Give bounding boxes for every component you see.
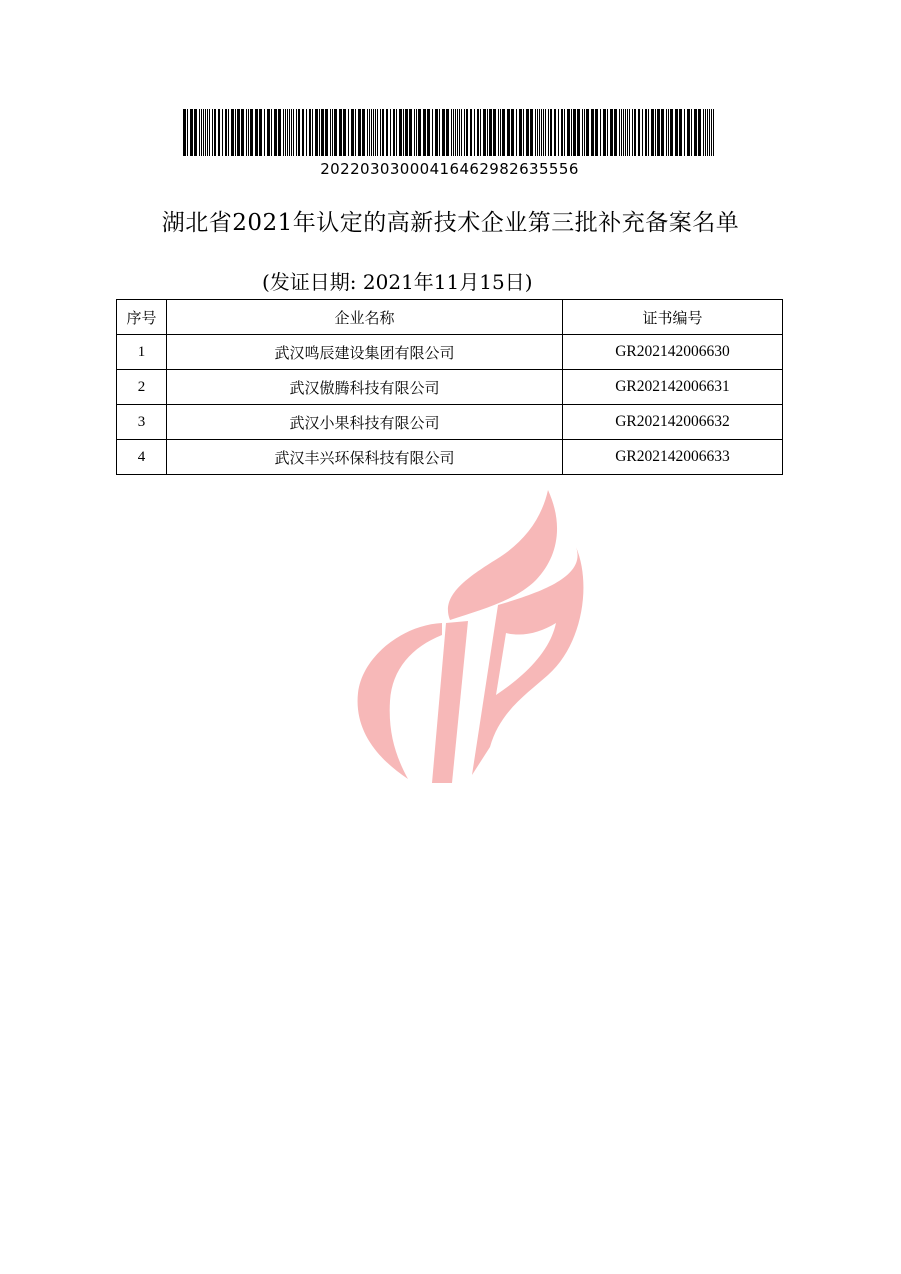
barcode-bar [582,109,583,156]
barcode-bar [250,109,253,156]
barcode-bar [493,109,496,156]
barcode-bar [371,109,372,156]
torch-ctp-emblem-icon [350,485,585,785]
barcode-bar [480,109,481,156]
barcode-bar [274,109,277,156]
barcode-bar [679,109,682,156]
barcode-bar [670,109,673,156]
row-number: 2 [117,370,167,405]
barcode-bar [293,109,294,156]
barcode-bar [634,109,636,156]
barcode-bar [614,109,617,156]
barcode-bar [607,109,608,156]
barcode-bar [477,109,479,156]
barcode-bar [241,109,244,156]
barcode-bar [396,109,397,156]
barcode-bar [655,109,656,156]
barcode-bar [523,109,524,156]
barcode-bar [418,109,421,156]
table-row [117,370,783,405]
barcode-bar [203,109,204,156]
barcode-bar [355,109,356,156]
barcode-bar [296,109,297,156]
barcode-bar [470,109,472,156]
barcode-bar [500,109,501,156]
barcode-bar [399,109,402,156]
barcode-bar [535,109,536,156]
barcode-bar [375,109,376,156]
barcode-bar [405,109,408,156]
barcode-bar [684,109,685,156]
barcode-bar [545,109,546,156]
table-row [117,405,783,440]
barcode-bar [661,109,664,156]
barcode-bar [393,109,395,156]
barcode-bar [561,109,563,156]
issue-date: (发证日期: 2021年11月15日) [262,270,533,294]
barcode-bar [489,109,492,156]
barcode-bar [466,109,468,156]
barcode-bar [666,109,667,156]
barcode-bar [319,109,320,156]
row-number: 3 [117,405,167,440]
barcode-bar [377,109,378,156]
barcode-bar [498,109,499,156]
barcode-bar [711,109,712,156]
barcode-bar [403,109,404,156]
barcode-bar [442,109,445,156]
barcode-bar [610,109,613,156]
barcode-bar [539,109,540,156]
barcode-bar [526,109,529,156]
barcode-bar [519,109,522,156]
barcode-bar [621,109,622,156]
barcode-bar [461,109,462,156]
barcode-bar [703,109,704,156]
barcode-bar [190,109,193,156]
barcode-bar [271,109,272,156]
barcode-bar [267,109,270,156]
barcode-bar [651,109,654,156]
barcode-bar [248,109,249,156]
barcode-bar [464,109,465,156]
barcode-bar [334,109,337,156]
barcode-bar [343,109,346,156]
barcode-bar [348,109,349,156]
certificate-number: GR202142006632 [563,405,783,440]
barcode-bar [675,109,678,156]
barcode-bar [255,109,258,156]
barcode-bar [648,109,649,156]
barcode-bar [285,109,286,156]
barcode-bar [595,109,598,156]
barcode-bar [573,109,576,156]
barcode-bar [339,109,342,156]
barcode-bar [530,109,533,156]
company-name: 武汉小果科技有限公司 [167,405,563,440]
barcode-bar [584,109,585,156]
barcode-bar [709,109,710,156]
barcode-bar [550,109,552,156]
barcode-bar [228,109,229,156]
barcode-bar [632,109,633,156]
barcode-bar [627,109,628,156]
barcode-bar [507,109,510,156]
barcode-bar [212,109,213,156]
barcode-bar [435,109,438,156]
barcode-bar [455,109,456,156]
barcode-bar [369,109,370,156]
certificate-number: GR202142006631 [563,370,783,405]
barcode-bar [516,109,517,156]
barcode-bar [623,109,624,156]
barcode-bar [358,109,361,156]
barcode-bar [315,109,318,156]
barcode-bar [600,109,601,156]
row-number: 4 [117,440,167,475]
barcode-bar [548,109,549,156]
barcode-bar [439,109,440,156]
barcode-bar [199,109,200,156]
barcode-bar [312,109,313,156]
barcode-bar [705,109,706,156]
barcode-bar [302,109,304,156]
barcode-bar [237,109,240,156]
barcode-bar [558,109,559,156]
barcode-bar [207,109,208,156]
barcode-bar [373,109,374,156]
barcode-bar [205,109,206,156]
barcode-bar [571,109,572,156]
barcode-bar [278,109,281,156]
barcode-bar [459,109,460,156]
barcode-bar [194,109,197,156]
barcode-bar [687,109,690,156]
company-name: 武汉傲腾科技有限公司 [167,370,563,405]
barcode-bar [201,109,202,156]
barcode-bar [564,109,565,156]
barcode-bar [657,109,660,156]
barcode-bar [451,109,452,156]
barcode-bar [577,109,580,156]
barcode-bar [187,109,188,156]
barcode-bar [264,109,265,156]
barcode-bar [332,109,333,156]
barcode-bar [694,109,697,156]
barcode-bar [474,109,475,156]
table-row [117,440,783,475]
barcode-bar [423,109,426,156]
barcode-bar [603,109,606,156]
barcode-bar [625,109,626,156]
barcode-bar [629,109,630,156]
barcode-bar [427,109,430,156]
barcode-bar [390,109,391,156]
table-row [117,335,783,370]
barcode-bar [382,109,384,156]
barcode [183,109,716,156]
barcode-bar [362,109,365,156]
barcode-bar [619,109,620,156]
barcode-bar [306,109,307,156]
barcode-bar [409,109,412,156]
barcode-bar [638,109,640,156]
barcode-bar [642,109,643,156]
barcode-bar [567,109,570,156]
barcode-bar [309,109,311,156]
column-header-company: 企业名称 [167,300,563,335]
barcode-bar [586,109,589,156]
barcode-bar [416,109,417,156]
company-name: 武汉丰兴环保科技有限公司 [167,440,563,475]
barcode-bar [446,109,449,156]
barcode-bar [367,109,368,156]
barcode-bar [432,109,433,156]
barcode-bar [298,109,300,156]
column-header-number: 序号 [117,300,167,335]
barcode-bar [291,109,292,156]
barcode-bar [209,109,210,156]
barcode-bar [698,109,701,156]
barcode-bar [487,109,488,156]
barcode-bar [380,109,381,156]
barcode-bar [214,109,216,156]
barcode-bar [218,109,220,156]
barcode-bar [283,109,284,156]
barcode-bar [225,109,227,156]
barcode-bar [691,109,692,156]
barcode-bar [259,109,262,156]
barcode-bar [321,109,324,156]
barcode-bar [183,109,186,156]
barcode-bar [325,109,328,156]
barcode-bar [222,109,223,156]
barcode-bar [330,109,331,156]
barcode-bar [713,109,714,156]
barcode-bar [235,109,236,156]
barcode-bar [645,109,647,156]
barcode-bar [457,109,458,156]
company-name: 武汉鸣辰建设集团有限公司 [167,335,563,370]
barcode-bar [351,109,354,156]
barcode-bar [554,109,556,156]
barcode-bar [502,109,505,156]
table-header-row [117,300,783,335]
barcode-bar [483,109,486,156]
barcode-bar [707,109,708,156]
barcode-bar [386,109,388,156]
document-title: 湖北省2021年认定的高新技术企业第三批补充备案名单 [161,210,740,236]
row-number: 1 [117,335,167,370]
barcode-bar [289,109,290,156]
barcode-bar [543,109,544,156]
barcode-bar [246,109,247,156]
barcode-bar [591,109,594,156]
certificate-number: GR202142006633 [563,440,783,475]
barcode-bar [453,109,454,156]
barcode-bar [511,109,514,156]
column-header-certificate: 证书编号 [563,300,783,335]
barcode-bar [287,109,288,156]
company-table [116,299,783,475]
barcode-bar [541,109,542,156]
barcode-number: 20220303000416462982635556 [320,160,579,178]
certificate-number: GR202142006630 [563,335,783,370]
barcode-bar [231,109,234,156]
barcode-bar [414,109,415,156]
barcode-bar [537,109,538,156]
barcode-bar [668,109,669,156]
